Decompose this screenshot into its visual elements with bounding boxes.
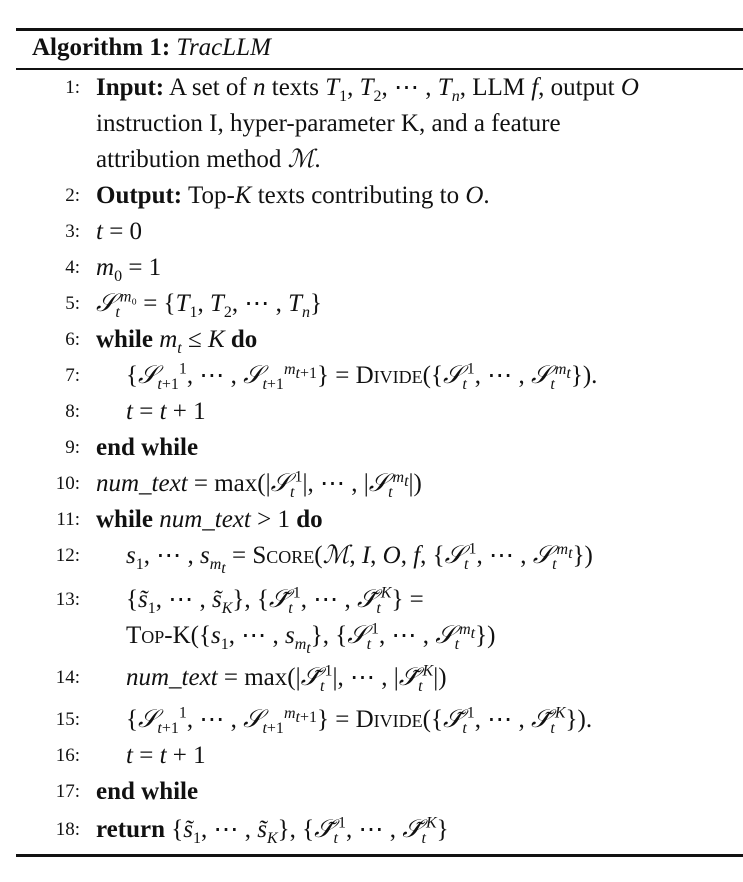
algorithm-line [0,812,743,848]
algorithm-line [0,582,743,618]
algorithm-line [0,774,743,810]
line-text: while num_text > 1 do [96,506,323,533]
algorithm-line [0,430,743,466]
line-number: 14: [55,667,80,688]
algorithm-line [0,702,743,738]
algorithm-line [0,178,743,214]
line-text: 𝒮$_t^{m_0}$ = {$T_1$, $T_2$, ⋯ , $T_n$} [96,288,323,321]
line-text: Top-$K(\{s_1$, ⋯ , $s_{m_t}$}, {𝒮$_t^1$, ⋯ , 𝒮$_t^{m_t}$}) [126,620,496,658]
line-text: end while [96,434,199,461]
line-text: num_text = max(|𝒮$_t^1$|, ⋯ , |𝒮$_t^{m_t}$|) [96,468,422,501]
algorithm-label: Algorithm 1: [32,34,171,61]
algorithm-line [0,660,743,696]
line-text: Output: Top-K texts contributing to O. [96,182,490,209]
line-number: 9: [65,437,80,458]
line-text: num_text = $\max(|𝒮̃_t^1|$, ⋯ , $|𝒮̃_t^K|$) [126,662,447,695]
line-number: 18: [55,819,80,840]
algorithm-line [0,250,743,286]
line-text: instruction I, hyper-parameter K, and a feature [96,110,561,137]
top-rule [16,28,743,31]
algorithm-line [0,502,743,538]
line-number: 12: [55,545,80,566]
algorithm-line [0,466,743,502]
line-text: end while [96,778,199,805]
line-text: $m_0 = 1$ [96,254,162,285]
line-number: 15: [55,709,80,730]
line-text: t = t + 1 [126,398,206,425]
algorithm-line [0,618,743,658]
algorithm-line [0,106,743,142]
line-text: t = t + 1 [126,742,206,769]
line-number: 6: [65,329,80,350]
line-text: $s_1$, ⋯ , $s_{m_t}$ = Score(ℳ, I, O, f, {𝒮$_t^1$, ⋯ , 𝒮$_t^{m_t}$}) [126,540,593,578]
line-number: 7: [65,365,80,386]
algorithm-line [0,142,743,178]
line-text: t = 0 [96,218,143,245]
algorithm-line [0,358,743,394]
line-text: {$s̃_1$, ⋯ , $s̃_K$}, {$𝒮̃_t^1$, ⋯ , $𝒮̃_t^K$} = [126,584,424,617]
algorithm-title [32,32,271,64]
line-number: 2: [65,185,80,206]
bottom-rule [16,854,743,857]
line-number: 16: [55,745,80,766]
algorithm-name: TracLLM [176,34,271,61]
line-number: 13: [55,589,80,610]
line-number: 17: [55,781,80,802]
algorithm-line [0,738,743,774]
line-number: 11: [56,509,80,530]
algorithm-line [0,538,743,578]
line-number: 5: [65,293,80,314]
line-number: 4: [65,257,80,278]
line-number: 10: [55,473,80,494]
line-text: return {$s̃_1$, ⋯ , $s̃_K$}, {$𝒮̃_t^1$, ⋯ , $𝒮̃_t^K$} [96,814,449,847]
algorithm-line [0,70,743,106]
line-text: {𝒮$_{t+1}^1$, ⋯ , 𝒮$_{t+1}^{m_{t+1}}$} = $Divide(\{𝒮̃_t^1$, ⋯ , $𝒮̃_t^K$}). [126,704,593,737]
algorithm-line [0,394,743,430]
line-number: 1: [65,77,80,98]
line-text: attribution method ℳ. [96,146,321,173]
line-number: 3: [65,221,80,242]
line-text: Input: A set of n texts $T_1$, $T_2$, ⋯ , $T_n$, LLM f, output O [96,74,639,105]
algorithm-line [0,322,743,358]
line-text: while $m_t \le K$ do [96,326,258,357]
algorithm-line [0,286,743,322]
line-text: {𝒮$_{t+1}^1$, ⋯ , 𝒮$_{t+1}^{m_{t+1}}$} = Divide({𝒮$_t^1$, ⋯ , 𝒮$_t^{m_t}$}). [126,360,598,393]
line-number: 8: [65,401,80,422]
algorithm-line [0,214,743,250]
